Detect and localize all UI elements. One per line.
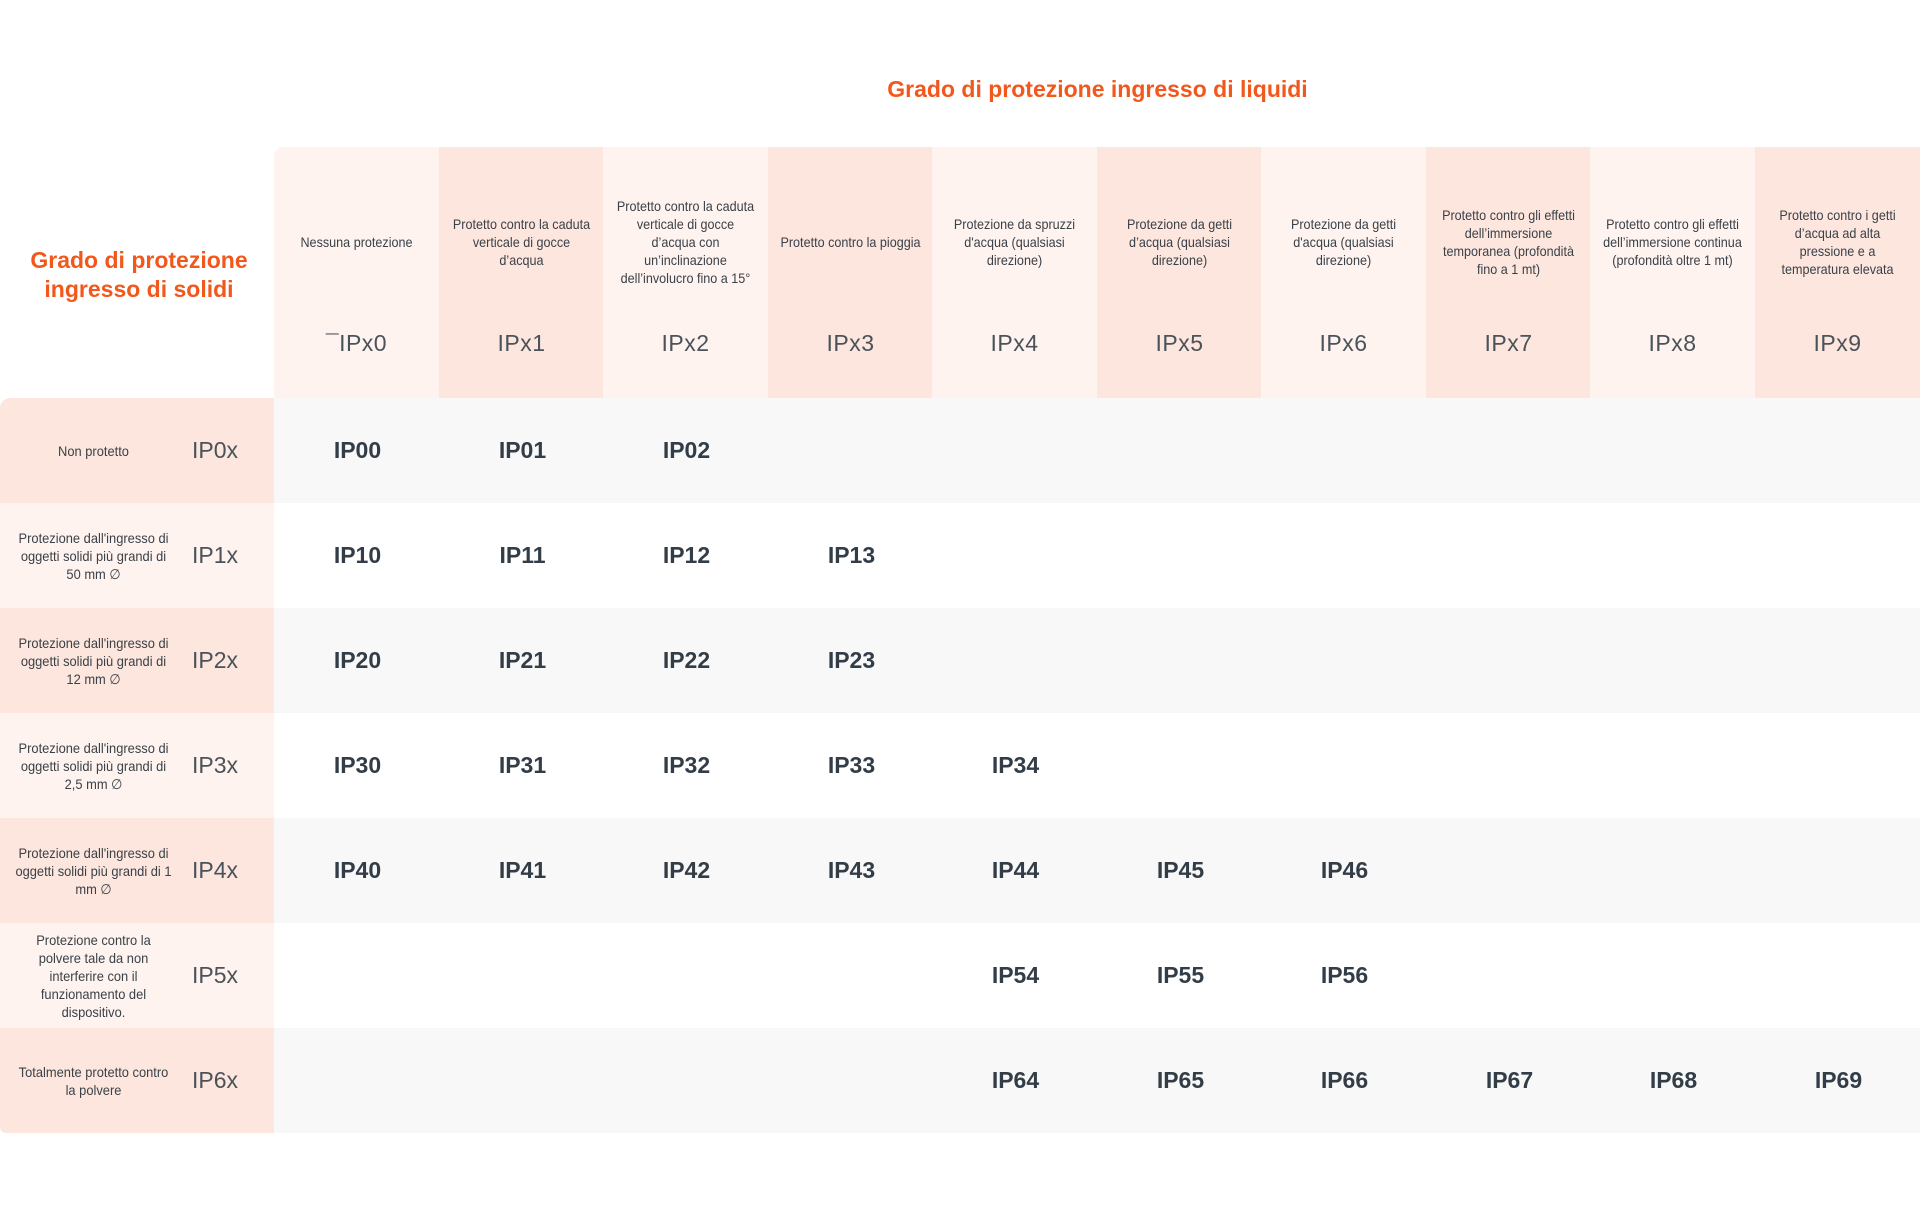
ip-rating-cell	[275, 923, 440, 1028]
ip-rating-cell	[1427, 608, 1592, 713]
ip-rating-cell: IP13	[827, 542, 876, 568]
column-code: IPx7	[1484, 330, 1533, 356]
ip-rating-cell: IP42	[662, 857, 711, 883]
ip-rating-cell	[440, 923, 605, 1028]
ip-rating-cell: IP02	[662, 437, 711, 463]
table-row	[0, 608, 1920, 713]
table-row	[0, 923, 1920, 1028]
ip-rating-cell	[1262, 608, 1427, 713]
column-header-ipx2	[603, 147, 768, 398]
column-description: Protetto contro i getti d’acqua ad alta pressione e a temperatura elevata	[1779, 207, 1896, 277]
ip-rating-cell: IP31	[498, 752, 547, 778]
ip-rating-cell: IP43	[827, 857, 876, 883]
ip-rating-cell	[1262, 398, 1427, 503]
ip-rating-cell	[769, 398, 934, 503]
row-description: Protezione dall'ingresso di oggetti solidi più grandi di 1 mm ∅	[15, 844, 172, 897]
ip-rating-cell	[1756, 713, 1920, 818]
ip-rating-cell	[1262, 503, 1427, 608]
column-description: Protezione da spruzzi d'acqua (qualsiasi direzione)	[953, 216, 1076, 268]
ip-rating-cell: IP40	[333, 857, 382, 883]
row-code: IP0x	[191, 437, 239, 463]
column-header-ipx7	[1426, 147, 1591, 398]
row-code: IP5x	[191, 962, 239, 988]
ip-rating-cell: IP45	[1156, 857, 1205, 883]
ip-rating-cell	[1098, 398, 1263, 503]
column-description: Protetto contro la caduta verticale di gocce d’acqua con un’inclinazione dell’involucro fino a 15°	[616, 198, 755, 286]
ip-rating-cell	[933, 503, 1098, 608]
ip-rating-cell: IP12	[662, 542, 711, 568]
ip-rating-cell	[1427, 398, 1592, 503]
column-header-ipx1	[439, 147, 604, 398]
ip-rating-cell	[933, 398, 1098, 503]
ip-rating-cell: IP11	[499, 542, 546, 568]
row-description: Protezione dall'ingresso di oggetti solidi più grandi di 12 mm ∅	[18, 634, 169, 687]
column-header-ipx0	[274, 147, 439, 398]
solids-title: Grado di protezione ingresso di solidi	[30, 247, 248, 302]
row-code: IP1x	[191, 542, 239, 568]
row-description: Protezione dall'ingresso di oggetti solidi più grandi di 2,5 mm ∅	[18, 739, 169, 792]
row-description: Totalmente protetto contro la polvere	[18, 1063, 169, 1098]
ip-rating-cell	[1591, 818, 1756, 923]
column-code: IPx5	[1155, 330, 1204, 356]
row-description: Non protetto	[58, 442, 129, 459]
column-code: IPx8	[1648, 330, 1697, 356]
ip-rating-cell	[1427, 923, 1592, 1028]
ip-rating-cell: IP30	[333, 752, 382, 778]
table-row	[0, 398, 1920, 503]
ip-rating-cell	[769, 923, 934, 1028]
ip-rating-cell	[1756, 818, 1920, 923]
ip-rating-cell	[1591, 923, 1756, 1028]
row-description: Protezione dall'ingresso di oggetti solidi più grandi di 50 mm ∅	[18, 529, 169, 582]
ip-rating-cell: IP00	[333, 437, 382, 463]
column-code: IPx4	[990, 330, 1039, 356]
table-row	[0, 503, 1920, 608]
ip-rating-cell	[1756, 398, 1920, 503]
column-header-ipx9	[1755, 147, 1920, 398]
ip-rating-cell: IP54	[991, 962, 1040, 988]
liquids-title: Grado di protezione ingresso di liquidi	[887, 76, 1308, 102]
column-description: Protezione da getti d’acqua (qualsiasi direzione)	[1126, 216, 1233, 268]
column-code: IPx9	[1813, 330, 1862, 356]
column-description: Protetto contro gli effetti dell’immersione continua (profondità oltre 1 mt)	[1603, 216, 1742, 268]
table-row	[0, 818, 1920, 923]
column-header-ipx4	[932, 147, 1097, 398]
table-row	[0, 1028, 1920, 1133]
ip-rating-cell: IP20	[333, 647, 382, 673]
ip-rating-cell	[1591, 713, 1756, 818]
ip-rating-cell	[933, 608, 1098, 713]
column-description: Nessuna protezione	[300, 234, 413, 250]
ip-rating-cell: IP68	[1649, 1067, 1698, 1093]
ip-rating-cell: IP21	[498, 647, 547, 673]
ip-rating-cell	[275, 1028, 440, 1133]
ip-rating-cell	[604, 923, 769, 1028]
column-header-ipx6	[1261, 147, 1426, 398]
ip-rating-cell	[1427, 818, 1592, 923]
ip-rating-cell	[1262, 713, 1427, 818]
column-description: Protetto contro gli effetti dell’immersione temporanea (profondità fino a 1 mt)	[1442, 207, 1575, 277]
ip-rating-cell: IP23	[827, 647, 876, 673]
ip-rating-cell	[1098, 608, 1263, 713]
column-code: IPx6	[1319, 330, 1368, 356]
ip-rating-cell	[1591, 398, 1756, 503]
ip-rating-cell: IP33	[827, 752, 876, 778]
ip-rating-cell	[1427, 713, 1592, 818]
ip-rating-cell: IP66	[1320, 1067, 1369, 1093]
ip-rating-cell: IP32	[662, 752, 711, 778]
column-header-ipx5	[1097, 147, 1262, 398]
column-header-ipx3	[768, 147, 933, 398]
ip-rating-cell: IP67	[1485, 1067, 1534, 1093]
ip-rating-cell	[1756, 923, 1920, 1028]
ip-rating-cell: IP56	[1320, 962, 1369, 988]
row-code: IP2x	[191, 647, 239, 673]
column-header-ipx8	[1590, 147, 1755, 398]
row-description: Protezione contro la polvere tale da non interferire con il funzionamento del dispositivo.	[36, 931, 151, 1020]
ip-rating-cell: IP46	[1320, 857, 1369, 883]
ip-rating-cell	[1098, 713, 1263, 818]
ip-rating-cell	[1756, 608, 1920, 713]
ip-rating-cell	[604, 1028, 769, 1133]
column-description: Protezione da getti d'acqua (qualsiasi direzione)	[1290, 216, 1397, 268]
ip-rating-cell	[1098, 503, 1263, 608]
ip-rating-cell	[1591, 608, 1756, 713]
row-code: IP6x	[191, 1067, 239, 1093]
ip-rating-cell	[769, 1028, 934, 1133]
row-code: IP4x	[191, 857, 239, 883]
column-description: Protetto contro la pioggia	[780, 234, 921, 250]
column-code: IPx3	[826, 330, 875, 356]
column-code: IPx2	[661, 330, 710, 356]
ip-rating-cell: IP64	[991, 1067, 1040, 1093]
ip-rating-cell: IP10	[333, 542, 382, 568]
column-code: IPx1	[497, 330, 546, 356]
ip-rating-cell	[1591, 503, 1756, 608]
ip-rating-cell: IP44	[991, 857, 1040, 883]
ip-rating-cell: IP34	[991, 752, 1040, 778]
column-code: ¯IPx0	[325, 330, 388, 356]
ip-rating-cell: IP41	[498, 857, 547, 883]
ip-rating-cell	[440, 1028, 605, 1133]
ip-rating-cell	[1756, 503, 1920, 608]
ip-rating-cell: IP65	[1156, 1067, 1205, 1093]
ip-rating-cell: IP22	[662, 647, 711, 673]
row-code: IP3x	[191, 752, 239, 778]
ip-rating-cell: IP01	[498, 437, 547, 463]
ip-rating-cell: IP55	[1156, 962, 1205, 988]
column-description: Protetto contro la caduta verticale di gocce d’acqua	[452, 216, 591, 268]
ip-rating-cell: IP69	[1814, 1067, 1863, 1093]
table-row	[0, 713, 1920, 818]
ip-rating-cell	[1427, 503, 1592, 608]
